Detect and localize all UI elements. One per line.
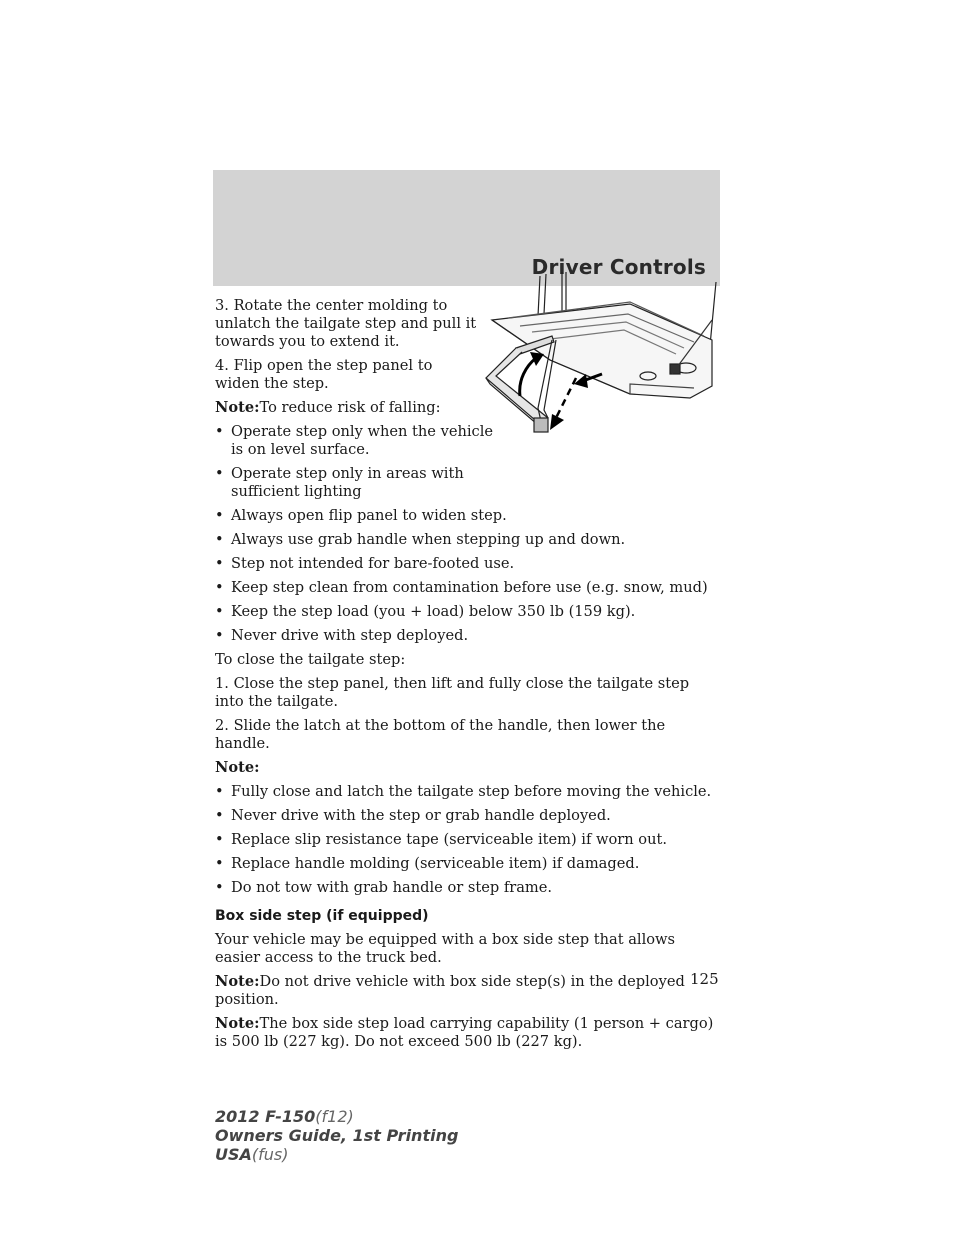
close-step-1-text: 1. Close the step panel, then lift and fully close the tailgate step into the tailgate.	[215, 675, 690, 710]
step-3-text: 3. Rotate the center molding to unlatch the tailgate step and pull it towards you to extend it.	[215, 297, 477, 350]
footer-model: 2012 F-150	[215, 1107, 316, 1126]
note-text: To reduce risk of falling:	[259, 399, 441, 416]
list-item-text: Never drive with the step or grab handle deployed.	[231, 807, 611, 824]
list-item	[215, 555, 720, 573]
page-content	[215, 297, 720, 1057]
footer-line-3	[215, 1145, 458, 1164]
bullet-glyph: •	[215, 603, 224, 620]
list-item-text: Always open flip panel to widen step.	[231, 507, 507, 524]
list-item	[215, 807, 720, 825]
note-2-paragraph	[215, 759, 720, 777]
list-item-text: Operate step only in areas with sufficient lighting	[231, 465, 464, 500]
box-side-step-heading: Box side step (if equipped)	[215, 908, 429, 924]
step-4-text: 4. Flip open the step panel to widen the step.	[215, 357, 433, 392]
note-paragraph	[215, 399, 477, 417]
print-footer	[215, 1107, 458, 1164]
list-item	[215, 603, 720, 621]
list-item-text: Always use grab handle when stepping up and down.	[231, 531, 626, 548]
list-item-text: Keep step clean from contamination before use (e.g. snow, mud)	[231, 579, 708, 596]
bullet-glyph: •	[215, 831, 224, 848]
bullet-glyph: •	[215, 627, 224, 644]
note-label: Note:	[215, 1015, 260, 1032]
list-item-text: Replace slip resistance tape (serviceable item) if worn out.	[231, 831, 667, 848]
bullet-glyph: •	[215, 879, 224, 896]
list-item	[215, 627, 720, 645]
close-step-2-text: 2. Slide the latch at the bottom of the handle, then lower the handle.	[215, 717, 666, 752]
bullet-glyph: •	[215, 465, 224, 482]
section-title: Driver Controls	[531, 255, 706, 279]
list-item	[215, 465, 493, 501]
footer-line-1	[215, 1107, 458, 1126]
note-label: Note:	[215, 759, 260, 776]
bullet-glyph: •	[215, 855, 224, 872]
bullet-glyph: •	[215, 579, 224, 596]
list-item	[215, 783, 720, 801]
bullet-glyph: •	[215, 783, 224, 800]
list-item-text: Do not tow with grab handle or step frame.	[231, 879, 553, 896]
bullet-glyph: •	[215, 555, 224, 572]
list-item	[215, 423, 493, 459]
bullet-glyph: •	[215, 507, 224, 524]
page-number: 125	[690, 970, 719, 988]
footer-model-code: (f12)	[315, 1107, 354, 1126]
note-4-paragraph	[215, 1015, 720, 1051]
list-item-text: Replace handle molding (serviceable item) if damaged.	[231, 855, 640, 872]
note-text: Do not drive vehicle with box side step(s) in the deployed position.	[215, 973, 685, 1008]
list-item-text: Keep the step load (you + load) below 350 lb (159 kg).	[231, 603, 636, 620]
list-item-text: Operate step only when the vehicle is on level surface.	[231, 423, 493, 458]
box-intro-text: Your vehicle may be equipped with a box side step that allows easier access to the truck bed.	[215, 931, 676, 966]
note-label: Note:	[215, 399, 260, 416]
bullet-glyph: •	[215, 423, 224, 440]
list-item-text: Fully close and latch the tailgate step before moving the vehicle.	[231, 783, 712, 800]
list-item-text: Step not intended for bare-footed use.	[231, 555, 515, 572]
list-item	[215, 879, 720, 897]
close-intro-text: To close the tailgate step:	[215, 651, 406, 668]
note-text: The box side step load carrying capability (1 person + cargo) is 500 lb (227 kg). Do not exceed 500 lb (227 kg).	[215, 1015, 714, 1050]
note-3-paragraph	[215, 973, 720, 1009]
list-item-text: Never drive with step deployed.	[231, 627, 469, 644]
bullet-glyph: •	[215, 807, 224, 824]
list-item	[215, 579, 720, 597]
list-item	[215, 855, 720, 873]
list-item	[215, 507, 720, 525]
note-label: Note:	[215, 973, 260, 990]
bullet-glyph: •	[215, 531, 224, 548]
footer-line-2: Owners Guide, 1st Printing	[215, 1126, 459, 1145]
footer-region: USA	[215, 1145, 252, 1164]
list-item	[215, 531, 720, 549]
list-item	[215, 831, 720, 849]
footer-region-code: (fus)	[251, 1145, 289, 1164]
